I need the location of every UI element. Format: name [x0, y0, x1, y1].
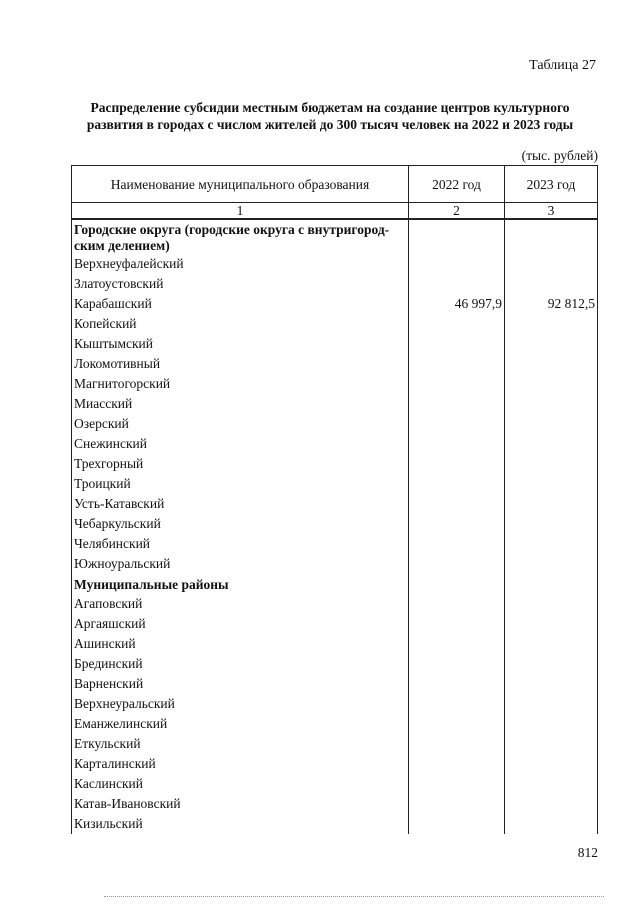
municipality-name: Копейский: [72, 314, 409, 334]
value-2023: [505, 514, 598, 534]
value-2023: [505, 334, 598, 354]
municipality-name: Усть-Катавский: [72, 494, 409, 514]
value-2023: [505, 454, 598, 474]
value-2022: [409, 374, 505, 394]
value-2022: [409, 734, 505, 754]
table-row: [72, 494, 598, 514]
municipality-name: Локомотивный: [72, 354, 409, 374]
municipality-name: Трехгорный: [72, 454, 409, 474]
municipality-name: Карабашский: [72, 294, 409, 314]
table-row: [72, 474, 598, 494]
value-2022: [409, 334, 505, 354]
value-2022: [409, 254, 505, 274]
value-2023: [505, 734, 598, 754]
value-2023: [505, 394, 598, 414]
value-2023: [505, 274, 598, 294]
table-row: [72, 274, 598, 294]
municipality-name: Южноуральский: [72, 554, 409, 574]
column-number-3: 3: [505, 203, 598, 220]
value-2022: [409, 654, 505, 674]
value-2022: [409, 714, 505, 734]
value-2022: [409, 274, 505, 294]
value-2022: [409, 594, 505, 614]
municipality-name: Аргаяшский: [72, 614, 409, 634]
table-row: [72, 554, 598, 574]
group-header-row: [72, 574, 598, 594]
bottom-divider: [104, 896, 604, 897]
table-body: [72, 219, 598, 834]
value-2022: [409, 754, 505, 774]
value-2023: [505, 494, 598, 514]
value-2023: [505, 754, 598, 774]
table-row: [72, 254, 598, 274]
municipality-name: Златоустовский: [72, 274, 409, 294]
group-title: Городские округа (городские округа с внутригород-ским делением): [72, 219, 409, 254]
municipality-name: Еткульский: [72, 734, 409, 754]
value-2023: [505, 414, 598, 434]
table-row: [72, 334, 598, 354]
group-cell-2022: [409, 574, 505, 594]
municipality-name: Варненский: [72, 674, 409, 694]
value-2022: [409, 514, 505, 534]
value-2023: [505, 774, 598, 794]
value-2022: [409, 674, 505, 694]
value-2022: [409, 534, 505, 554]
value-2022: [409, 694, 505, 714]
value-2023: [505, 694, 598, 714]
municipality-name: Ашинский: [72, 634, 409, 654]
value-2023: [505, 374, 598, 394]
group-cell-2022: [409, 219, 505, 254]
subsidy-table: [71, 165, 598, 834]
municipality-name: Озерский: [72, 414, 409, 434]
table-row: [72, 294, 598, 314]
value-2022: [409, 554, 505, 574]
value-2022: [409, 454, 505, 474]
municipality-name: Миасский: [72, 394, 409, 414]
value-2023: [505, 714, 598, 734]
table-row: [72, 814, 598, 834]
value-2022: [409, 314, 505, 334]
column-number-row: [72, 203, 598, 220]
value-2022: [409, 474, 505, 494]
value-2022: [409, 434, 505, 454]
table-row: [72, 414, 598, 434]
municipality-name: Снежинский: [72, 434, 409, 454]
units-label: (тыс. рублей): [521, 148, 598, 163]
table-row: [72, 614, 598, 634]
municipality-name: Магнитогорский: [72, 374, 409, 394]
table-row: [72, 354, 598, 374]
value-2023: [505, 474, 598, 494]
group-cell-2023: [505, 219, 598, 254]
value-2022: [409, 634, 505, 654]
value-2022: 46 997,9: [409, 294, 505, 314]
table-row: [72, 714, 598, 734]
municipality-name: Брединский: [72, 654, 409, 674]
value-2023: [505, 794, 598, 814]
value-2023: [505, 254, 598, 274]
table-row: [72, 314, 598, 334]
value-2022: [409, 794, 505, 814]
value-2023: [505, 534, 598, 554]
column-number-1: 1: [72, 203, 409, 220]
column-number-2: 2: [409, 203, 505, 220]
value-2023: [505, 674, 598, 694]
table-row: [72, 374, 598, 394]
group-title: Муниципальные районы: [72, 574, 409, 594]
municipality-name: Каслинский: [72, 774, 409, 794]
table-row: [72, 654, 598, 674]
table-row: [72, 594, 598, 614]
municipality-name: Кизильский: [72, 814, 409, 834]
table-row: [72, 434, 598, 454]
document-title: Распределение субсидии местным бюджетам на создание центров культурного развития в городах с числом жителей до 300 тысяч человек на 2022 и 2023 годы: [86, 100, 574, 132]
value-2022: [409, 354, 505, 374]
table-row: [72, 734, 598, 754]
value-2022: [409, 814, 505, 834]
table-row: [72, 514, 598, 534]
group-header-row: [72, 219, 598, 254]
table-row: [72, 674, 598, 694]
municipality-name: Верхнеуфалейский: [72, 254, 409, 274]
municipality-name: Челябинский: [72, 534, 409, 554]
value-2023: [505, 434, 598, 454]
municipality-name: Верхнеуральский: [72, 694, 409, 714]
value-2023: [505, 354, 598, 374]
municipality-name: Троицкий: [72, 474, 409, 494]
value-2023: [505, 654, 598, 674]
column-header-2023: 2023 год: [505, 166, 598, 203]
table-row: [72, 634, 598, 654]
group-cell-2023: [505, 574, 598, 594]
value-2022: [409, 494, 505, 514]
value-2023: 92 812,5: [505, 294, 598, 314]
value-2022: [409, 394, 505, 414]
table-row: [72, 694, 598, 714]
value-2022: [409, 774, 505, 794]
municipality-name: Кыштымский: [72, 334, 409, 354]
column-header-name: Наименование муниципального образования: [72, 166, 409, 203]
value-2023: [505, 814, 598, 834]
value-2023: [505, 634, 598, 654]
table-row: [72, 794, 598, 814]
table-row: [72, 394, 598, 414]
value-2023: [505, 594, 598, 614]
municipality-name: Чебаркульский: [72, 514, 409, 534]
table-label: Таблица 27: [529, 58, 596, 73]
municipality-name: Катав-Ивановский: [72, 794, 409, 814]
table-row: [72, 534, 598, 554]
value-2022: [409, 614, 505, 634]
value-2023: [505, 554, 598, 574]
municipality-name: Агаповский: [72, 594, 409, 614]
table-row: [72, 454, 598, 474]
value-2022: [409, 414, 505, 434]
header-row: [72, 166, 598, 203]
page-number: 812: [577, 845, 598, 860]
municipality-name: Еманжелинский: [72, 714, 409, 734]
table-row: [72, 774, 598, 794]
column-header-2022: 2022 год: [409, 166, 505, 203]
table-row: [72, 754, 598, 774]
municipality-name: Карталинский: [72, 754, 409, 774]
value-2023: [505, 314, 598, 334]
value-2023: [505, 614, 598, 634]
